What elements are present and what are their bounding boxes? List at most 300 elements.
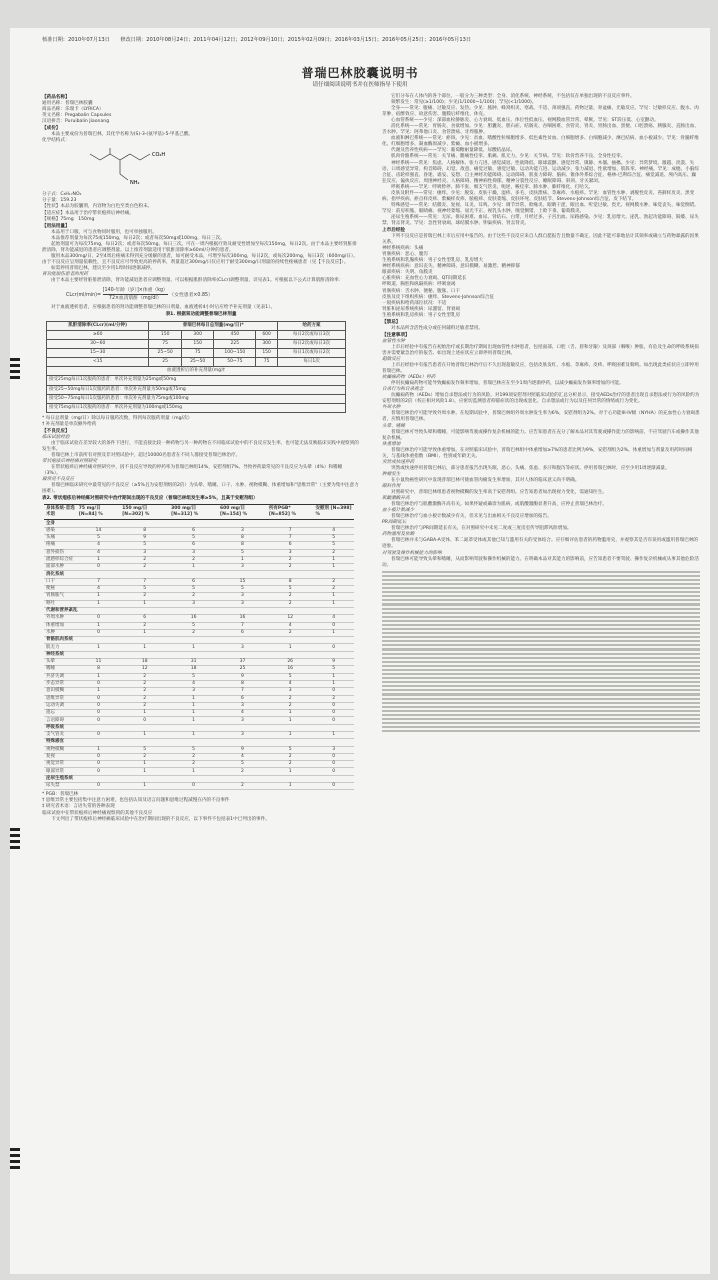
event-percent: 0 (77, 710, 120, 717)
event-percent: 6 (218, 629, 267, 636)
event-percent: 18 (120, 659, 169, 666)
event-percent: 3 (218, 600, 267, 607)
precaution-subheading: 超敏反应 (382, 357, 401, 363)
precaution-paragraph: 普瑞巴林并未与GABA-A受体、苯二氮䓬受体或其他已知与滥用有关的受体结合。应仔细评估患者的药物滥用史，并观察其是否有误用或滥用普瑞巴林的迹象。 (382, 538, 699, 550)
ae-paragraph: 呼吸系统——罕见：呼吸暂停、肺不张、细支气管炎、呃逆、喉痉挛、肺水肿、肺纤维化、打哈欠。 (391, 184, 594, 190)
table-category-row (44, 739, 354, 746)
event-percent: 3 (267, 549, 314, 556)
postmarketing-line: 皮肤及皮下组织疾病：瘙痒、Stevens-Johnson综合征 (382, 294, 494, 300)
precaution-subheading: 肿瘤发生 (382, 471, 401, 477)
table1-header: 肌酐清除率(CLcr)(ml/分钟) (47, 322, 149, 331)
category-label: 特殊感官 (44, 739, 354, 746)
event-percent: 16 (267, 666, 314, 673)
table-row: <15 25 25~50 50~75 75 每日1次 (47, 358, 346, 367)
precaution-paragraph: 对照研究中，普瑞巴林组患者视物模糊的发生率高于安慰剂组。应告知患者如出现视力变化，需通知医生。 (391, 490, 607, 496)
event-percent: 3 (169, 549, 218, 556)
event-percent: 0 (313, 768, 354, 775)
table1-supp-line: 接受25mg每日1次服药的患者：单次补充剂量为25mg或50mg (47, 376, 346, 385)
event-percent: 2 (169, 753, 218, 760)
precaution-subheading: 肌酸激酶升高 (382, 496, 410, 502)
event-term: 支气管炎 (44, 732, 77, 739)
event-term: 视觉异常 (44, 761, 77, 768)
event-percent: 2 (169, 593, 218, 600)
event-percent: 2 (120, 753, 169, 760)
event-percent: 4 (313, 527, 354, 534)
event-percent: 1 (313, 556, 354, 563)
section-drug-name: 【药品名称】 (42, 95, 70, 100)
event-percent: 6 (120, 615, 169, 622)
composition-line: 化学结构式： (42, 138, 70, 144)
molecular-formula: 分子式：C₈H₁₇NO₂ (42, 192, 82, 198)
event-percent: 7 (120, 578, 169, 585)
event-percent: 1 (169, 768, 218, 775)
ae-paragraph: 消化系统——常见：胃肠炎、食欲增加。少见：胆囊炎、胆石症、结肠炎、吞咽困难、食管炎、胃炎、胃肠出血、黑便、口腔溃疡、胰腺炎、直肠出血、舌水肿。罕见：阿弗他口炎、食管溃疡、牙周脓肿。 (382, 124, 699, 136)
table-row (44, 593, 354, 600)
event-percent: 2 (267, 600, 314, 607)
usage-paragraph: 如需停用普瑞巴林，建议至少用1周时间逐渐减停。 (51, 265, 155, 271)
category-label: 全身 (44, 520, 354, 527)
event-percent: 0 (77, 702, 120, 709)
event-percent: 31 (169, 659, 218, 666)
table2-header: 所有PGB* [N=852] % (267, 505, 314, 520)
left-column (42, 94, 360, 823)
creatinine-clearance-formula (66, 287, 360, 302)
event-term: 外周水肿 (44, 615, 77, 622)
table1-header: 给药方案 (278, 322, 346, 331)
event-term: 体重增加 (44, 622, 77, 629)
table-row (44, 542, 354, 549)
event-percent: 1 (120, 768, 169, 775)
event-percent: 2 (313, 578, 354, 585)
event-percent: 1 (267, 768, 314, 775)
event-percent: 1 (313, 564, 354, 571)
event-percent: 5 (218, 761, 267, 768)
postmarketing-line: 眼部疾病：失明、角膜炎 (382, 270, 433, 276)
usage-paragraph: 本品用于口服，可与食物同时服用，也可单独服用。 (51, 229, 157, 235)
co2h-label: CO₂H (152, 152, 166, 159)
event-percent: 0 (313, 688, 354, 695)
event-percent: 8 (218, 542, 267, 549)
event-term: 视物模糊 (44, 746, 77, 753)
event-percent: 2 (267, 695, 314, 702)
event-percent: 5 (313, 666, 354, 673)
event-percent: 2 (169, 761, 218, 768)
event-percent: 3 (218, 527, 267, 534)
event-percent: 4 (77, 549, 120, 556)
event-percent: 0 (77, 564, 120, 571)
event-percent: 2 (120, 593, 169, 600)
event-percent: 0 (313, 622, 354, 629)
precaution-subheading: 突然或快速停药 (382, 459, 415, 465)
precaution-paragraph: 抗癫痫药物（AEDs）增加自杀想法或行为的风险。对199项安慰剂对照临床试验的汇总分析显示，接受AEDs治疗的患者出现自杀想法或行为的风险约为安慰剂组的2倍（校正相对风险1.8）。应密切监测患者抑郁症状的出现或恶化、自杀想法或行为以及任何异常的情绪或行为变化。 (382, 393, 700, 405)
event-percent: 11 (77, 659, 120, 666)
event-percent: 8 (218, 680, 267, 687)
event-term: 疼痛 (44, 542, 77, 549)
event-percent: 5 (313, 534, 354, 541)
precaution-paragraph: 普瑞巴林可导致头晕和嗜睡，可能影响驾驶或操作复杂机械的能力。应告知患者在充分了解本品对其驾驶或操作能力的影响前，不应驾驶汽车或操作其他复杂机械。 (382, 429, 699, 441)
leaflet-page (10, 28, 710, 1274)
event-percent: 1 (77, 746, 120, 753)
event-percent: 2 (120, 622, 169, 629)
postmarketing-line: 胃肠疾病：恶心、腹泻 (382, 252, 428, 258)
event-percent: 5 (77, 534, 120, 541)
table2-header: 300 mg/日 [N=312] % (169, 505, 218, 520)
postmarketing-line: 生殖系统和乳房疾病：男子女性型乳房 (382, 312, 461, 318)
event-term: 共济失调 (44, 673, 77, 680)
event-term: 感染 (44, 527, 77, 534)
table-row (44, 629, 354, 636)
event-percent: 37 (218, 659, 267, 666)
event-percent: 1 (77, 556, 120, 563)
event-percent: 1 (169, 702, 218, 709)
postmarketing-line: 呼吸道、胸腔和纵隔疾病：呼吸衰竭 (382, 282, 456, 288)
table-row (44, 534, 354, 541)
table2-note: 临床试验中在带状疱疹后神经痛观察到的其他不良反应 (42, 810, 153, 816)
event-percent: 1 (313, 629, 354, 636)
table-row (44, 666, 354, 673)
event-term: 运动失调 (44, 702, 77, 709)
event-percent: 0 (77, 761, 120, 768)
event-percent: 6 (267, 542, 314, 549)
event-percent: 0 (77, 680, 120, 687)
postmarketing-line: 神经系统疾病：意识丧失、精神障碍、意识模糊、易激惹、精神抑郁 (382, 264, 520, 270)
table-category-row (44, 607, 354, 614)
precaution-subheading: 血管性水肿 (382, 338, 405, 344)
table2-note: † 思维异常主要包括集中注意力困难，也包括认知及语言问题和思维过程减慢在内的不良事件 (42, 798, 230, 804)
table1-supp-line: 接受50~75mg每日1次服药的患者：单次补充剂量为75mg或100mg (47, 394, 346, 403)
event-percent: 7 (267, 527, 314, 534)
precaution-paragraph: 普瑞巴林治疗与血小板计数减少有关，但未见与出血相关不良反应增加的报告。 (391, 514, 552, 520)
ae-subheading: 临床试验经验 (42, 434, 70, 440)
table2-note: 下文列出了带状疱疹后神经痛临床试验中在治疗期间出现的不良反应，以下事件不包括表1中已列出的事件。 (51, 816, 270, 822)
event-term: 步态异常 (44, 680, 77, 687)
ae-paragraph: 神经系统——常见：焦虑、人格解体、张力亢进、感觉减退、性欲降低、眼球震颤、感觉异常、镇静、木僵、抽搐。少见：异常梦境、激越、淡漠、失语、口周感觉异常、构音障碍、幻觉、敌意、痛觉过敏、感觉过敏、运动功能亢进、运动减少、张力减退、性欲增加、肌阵挛、神经痛。罕见：成瘾、小脑综合征、齿轮样强直、昏迷、谵妄、妄想、自主神经功能障碍、运动障碍、肌张力障碍、脑病、锥体外系综合征、格林-巴利综合征、痛觉减退、颅内高压、躁狂反应、偏执反应、周围神经炎、人格障碍、精神病性抑郁、精神分裂性反应、睡眠障碍、斜颈、牙关紧闭。 (382, 160, 699, 184)
event-percent: 1 (169, 564, 218, 571)
event-percent: 0 (313, 702, 354, 709)
document-subtitle: 请仔细阅读说明书并在医师指导下使用 (312, 82, 408, 88)
event-term: 肌无力 (44, 644, 77, 651)
table1-title: 表1. 根据肾功能调整普瑞巴林剂量 (165, 312, 237, 318)
precaution-paragraph: 普瑞巴林治疗可能导致体重增加。在对照临床试验中，普瑞巴林组中体重增加≥7%的患者比例为9%，安慰剂组为2%。体重增加与剂量及用药时间相关，与基线体重指数（BMI）、性别或年龄无关。 (382, 447, 693, 459)
registration-marks (10, 358, 20, 382)
table-category-row (44, 724, 354, 731)
table-row (44, 710, 354, 717)
table-row (44, 732, 354, 739)
event-percent: 1 (313, 680, 354, 687)
event-percent: 1 (120, 783, 169, 790)
precaution-subheading: 外周水肿 (382, 405, 401, 411)
precaution-paragraph: 突然或快速停用普瑞巴林后，部分患者报告出现失眠、恶心、头痛、焦虑、多汗和腹泻等症状。停用普瑞巴林时，应至少用1周逐渐减量。 (391, 465, 670, 471)
section-specification: 【规格】75mg 150mg (42, 216, 95, 222)
usage-paragraph: 起始剂量可为每次75mg，每日2次；或者每次50mg，每日三次。可在一周内根据疗效及耐受性增加至每次150mg，每日2次。由于本品主要经肾脏排泄清除，肾功能减退的患者应调整剂量。以上推荐剂量适用于肌酐清除率≥60ml/分钟的患者。 (42, 241, 357, 253)
event-percent: 2 (267, 564, 314, 571)
event-percent: 4 (77, 542, 120, 549)
event-percent: 1 (267, 732, 314, 739)
table-row (44, 564, 354, 571)
category-label: 代谢和营养紊乱 (44, 607, 354, 614)
table-row (44, 600, 354, 607)
text-continuation (382, 571, 700, 733)
event-percent: 6 (169, 578, 218, 585)
postmarketing-line: 胃肠疾病：舌水肿、便秘、腹胀、口干 (382, 288, 461, 294)
composition-line: 本品主要成份为普瑞巴林，其化学名称为(S)-3-(氨甲基)-5-甲基己酸。 (51, 132, 194, 138)
ae-paragraph: 肌肉骨骼系统——常见：关节痛、腿痛性痉挛、肌痛、肌无力。少见：关节病。罕见：软骨营养不良、全身性痉挛。 (391, 154, 626, 160)
formula-denominator: 72×血清肌酐（mg/dl） (108, 296, 162, 302)
event-percent: 3 (218, 732, 267, 739)
precaution-subheading: PR间期延长 (382, 520, 407, 526)
event-percent: 12 (267, 615, 314, 622)
nh2-label: NH₂ (130, 180, 140, 187)
event-percent: 5 (267, 746, 314, 753)
postmarketing-heading: 上市后经验 (382, 228, 405, 234)
category-label: 泌尿生殖系统 (44, 775, 354, 782)
table2-title: 表2. 带状疱疹后神经痛对照研究中治疗期间出现的不良反应（普瑞巴林组发生率≥5%，且高于安慰剂组） (42, 496, 258, 502)
event-percent: 1 (77, 622, 120, 629)
event-percent: 0 (313, 753, 354, 760)
event-percent: 0 (313, 761, 354, 768)
event-percent: 0 (77, 629, 120, 636)
adverse-events-table (44, 504, 354, 790)
table-row (44, 717, 354, 724)
event-term: 遗忘 (44, 710, 77, 717)
event-percent: 7 (267, 534, 314, 541)
event-percent: 1 (120, 761, 169, 768)
precaution-subheading: 自杀行为和自杀观念 (382, 387, 424, 393)
event-percent: 0 (77, 768, 120, 775)
table1-note: † 补充剂量是单次额外给药 (42, 421, 97, 427)
table1-supp-heading: 血液透析后的补充剂量(mg)† (47, 367, 346, 376)
event-percent: 1 (267, 710, 314, 717)
event-percent: 1 (313, 600, 354, 607)
ae-subheading: 最常见不良反应 (42, 477, 75, 483)
event-percent: 9 (218, 673, 267, 680)
event-percent: 5 (169, 586, 218, 593)
event-percent: 0 (120, 717, 169, 724)
table-row: ≥60 150 300 450 600 每日2次或每日3次 (47, 331, 346, 340)
event-percent: 3 (218, 644, 267, 651)
table1-supp-line: 接受75mg每日1次服药的患者：单次补充剂量为100mg或150mg (47, 403, 346, 412)
event-percent: 1 (120, 600, 169, 607)
postmarketing-line: 神经系统疾病：头痛 (382, 246, 424, 252)
usage-paragraph: 本品推荐剂量为每次75或150mg，每日2次；或者每次50mg或100mg，每日三次。 (51, 235, 225, 241)
event-percent: 3 (169, 600, 218, 607)
structure-diagram (82, 146, 202, 190)
event-percent: 1 (120, 732, 169, 739)
revision-dates: 核准日期：2010年07月13日 修改日期：2010年08月24日；2011年04月12日；2012年09月10日；2015年02月09日；2016年03月15日；2016年05月25日；2016年05月13日 (42, 37, 472, 43)
event-percent: 5 (218, 586, 267, 593)
event-percent: 4 (77, 586, 120, 593)
event-percent: 0 (169, 783, 218, 790)
event-percent: 1 (313, 732, 354, 739)
event-percent: 1 (77, 673, 120, 680)
event-percent: 0 (313, 783, 354, 790)
table-row (44, 659, 354, 666)
event-percent: 8 (77, 666, 120, 673)
event-percent: 8 (218, 534, 267, 541)
event-percent: 5 (169, 673, 218, 680)
precaution-paragraph: 上市后经验中有报告在初始治疗或长期治疗期间出现血管性水肿患者，包括面部、口腔（舌、唇和牙龈）及颈部（咽喉）肿胀，有危及生命的呼吸系统损害并需要紧急治疗的报告。如出现上述症状应立即停用普瑞巴林。 (382, 344, 699, 356)
event-percent: 3 (169, 688, 218, 695)
event-percent: 1 (169, 710, 218, 717)
event-percent: 4 (169, 680, 218, 687)
table2-header: 600 mg/日 [N=154] % (218, 505, 267, 520)
event-percent: 2 (120, 673, 169, 680)
precaution-subheading: 对驾驶及操作机械能力的影响 (382, 550, 442, 556)
event-percent: 1 (169, 732, 218, 739)
ae-paragraph: 在带状疱疹后神经痛对照研究中，因不良反应导致的停药率为普瑞巴林组14%，安慰剂组7%。导致停药最常见的不良反应为头晕（4%）和嗜睡（3%）。 (42, 465, 343, 477)
event-percent: 3 (267, 688, 314, 695)
postmarketing-line: 肾脏和泌尿系统疾病：尿潴留、肾衰竭 (382, 306, 461, 312)
event-percent: 1 (120, 710, 169, 717)
table-category-row (44, 571, 354, 578)
event-percent: 2 (267, 593, 314, 600)
event-percent: 1 (267, 644, 314, 651)
precaution-subheading: 眼科作用 (382, 484, 401, 489)
event-percent: 2 (120, 564, 169, 571)
event-percent: 0 (77, 732, 120, 739)
event-percent: 1 (169, 717, 218, 724)
table2-header: 安慰剂 [N=398] % (313, 505, 354, 520)
contraindication-text: 对本品所含活性成分或任何辅料过敏者禁用。 (391, 325, 483, 331)
category-label: 骨骼肌肉系统 (44, 637, 354, 644)
event-term: 头痛 (44, 534, 77, 541)
event-percent: 1 (77, 644, 120, 651)
event-percent: 5 (169, 534, 218, 541)
section-indications: 【适应症】本品用于治疗带状疱疹后神经痛。 (42, 210, 134, 216)
table-row (44, 615, 354, 622)
event-percent: 7 (218, 688, 267, 695)
event-percent: 0 (77, 615, 120, 622)
event-percent: 2 (218, 768, 267, 775)
adverse-events-body (44, 520, 354, 790)
table-category-row (44, 520, 354, 527)
precaution-subheading: 头晕、嗜睡 (382, 423, 405, 429)
event-percent: 2 (267, 761, 314, 768)
event-percent: 5 (313, 542, 354, 549)
table1-note: * 每日总剂量（mg/日）除以每日服药次数，得到每次服药剂量（mg/次） (42, 415, 193, 421)
event-term: 复视 (44, 753, 77, 760)
event-percent: 0 (77, 717, 120, 724)
event-percent: 0 (77, 753, 120, 760)
event-percent: 3 (218, 564, 267, 571)
event-percent: 0 (313, 717, 354, 724)
table-row (44, 680, 354, 687)
precaution-paragraph: 普瑞巴林治疗与PR间期延长有关。在对照研究中未见二度或三度房室传导阻滞风险增加。 (391, 526, 572, 532)
table-row: 30~60 75 150 225 300 每日2次或每日3次 (47, 340, 346, 349)
event-percent: 6 (218, 695, 267, 702)
category-label: 呼吸系统 (44, 724, 354, 731)
event-percent: 1 (169, 695, 218, 702)
event-percent: 5 (169, 622, 218, 629)
event-percent: 7 (218, 622, 267, 629)
event-percent: 14 (77, 527, 120, 534)
event-percent: 5 (267, 673, 314, 680)
event-percent: 1 (77, 600, 120, 607)
ae-paragraph: 代谢及营养性疾病——罕见：葡萄糖耐量降低、尿酸结晶尿。 (391, 148, 516, 154)
formula-numerator: [140-年龄（岁）]×体重（kg） (102, 288, 168, 294)
ae-subheading: 带状疱疹后神经痛对照研究 (42, 458, 98, 464)
right-column (382, 94, 700, 734)
table-row (44, 753, 354, 760)
table-row (44, 622, 354, 629)
event-percent: 0 (313, 710, 354, 717)
formula-lhs: CLcr(ml/min)= (66, 293, 102, 299)
event-percent: 4 (267, 680, 314, 687)
event-term: 口干 (44, 578, 77, 585)
name-line: 英文名称：Pregabalin Capsules (42, 113, 112, 119)
precaution-subheading: 体重增加 (382, 441, 401, 447)
event-percent: 5 (120, 746, 169, 753)
event-percent: 1 (120, 629, 169, 636)
event-percent: 12 (120, 666, 169, 673)
table1-supp-line: 接受25~50mg每日1次服药的患者：单次补充剂量为50mg或75mg (47, 385, 346, 394)
structural-formula (82, 146, 202, 190)
precaution-subheading: 抗癫痫药物（AEDs）停药 (382, 375, 436, 381)
event-percent: 2 (218, 783, 267, 790)
precaution-paragraph: 普瑞巴林可能导致头晕和嗜睡，从而影响驾驶和操作机械的能力。在明确本品对其能力的影响前，应告知患者不要驾驶、操作复杂机械或从事其他危险活动。 (382, 556, 699, 568)
event-term: 眼部异常 (44, 768, 77, 775)
name-line: 汉语拼音：Puruibalin Jiaonang (42, 119, 110, 125)
event-term: 面部水肿 (44, 564, 77, 571)
event-percent: 8 (267, 578, 314, 585)
section-precautions: 【注意事项】 (382, 332, 410, 338)
category-label: 消化系统 (44, 571, 354, 578)
event-term: 便秘 (44, 586, 77, 593)
event-term: 水肿 (44, 629, 77, 636)
event-percent: 2 (169, 629, 218, 636)
event-percent: 16 (218, 615, 267, 622)
event-term: 尿失禁 (44, 783, 77, 790)
event-percent: 3 (218, 593, 267, 600)
table1-header: 普瑞巴林每日总剂量(mg/日)* (149, 322, 278, 331)
event-percent: 4 (313, 615, 354, 622)
event-percent: 2 (267, 556, 314, 563)
event-percent: 1 (313, 593, 354, 600)
section-contraindications: 【禁忌】 (382, 319, 401, 325)
usage-subheading: 肾功能损伤患者的用药 (42, 271, 88, 277)
event-percent: 0 (313, 644, 354, 651)
registration-marks (10, 1148, 20, 1172)
ae-paragraph: 血液和淋巴系统——常见：瘀斑。少见：贫血、嗜酸性粒细胞增多、低色素性贫血、白细胞增多、白细胞减少、淋巴结病、血小板减少。罕见：骨髓纤维化、红细胞增多、凝血酶原减少、紫癜、血小板增多。 (382, 136, 699, 148)
document-title: 普瑞巴林胶囊说明书 (301, 66, 419, 80)
table-row (44, 549, 354, 556)
table2-note: * PGB：普瑞巴林 (42, 792, 79, 798)
table-row (44, 586, 354, 593)
event-term: 意外损伤 (44, 549, 77, 556)
table2-note: ‡ 研究者术语：言语失常的各种表现 (42, 804, 115, 810)
event-percent: 5 (169, 746, 218, 753)
ae-paragraph: 普瑞巴林临床研究中最常见的不良反应（≥5%且为安慰剂组的2倍）为头晕、嗜睡、口干、水肿、视物模糊、体重增加和"思维异常"（主要为集中注意力困难）。 (42, 483, 359, 495)
event-percent: 3 (313, 746, 354, 753)
table-category-row (44, 651, 354, 658)
event-percent: 9 (218, 746, 267, 753)
precaution-subheading: 药物滥用及依赖 (382, 532, 415, 538)
event-percent: 6 (169, 527, 218, 534)
event-percent: 2 (313, 586, 354, 593)
postmarketing-line: 心脏疾病：充血性心力衰竭、QT间期延长 (382, 276, 467, 282)
table-row (44, 702, 354, 709)
event-percent: 1 (267, 783, 314, 790)
event-term: 言语障碍 (44, 717, 77, 724)
table-row (44, 768, 354, 775)
table-row (44, 556, 354, 563)
event-percent: 2 (267, 753, 314, 760)
event-percent: 2 (267, 702, 314, 709)
table-row (44, 644, 354, 651)
event-term: 头晕 (44, 659, 77, 666)
ae-paragraph: 泌尿生殖系统——常见：无尿、排尿困难、血尿、肾结石、白带、月经过多、子宫出血、尿路感染。少见：乳房增大、泌乳、勃起功能障碍、阳痿、尿失禁、肾盂肾炎。罕见：急性肾衰竭、球结膜水肿、卵巢疾病、肾盂肾炎。 (382, 214, 699, 226)
dose-adjustment-table (46, 321, 346, 412)
